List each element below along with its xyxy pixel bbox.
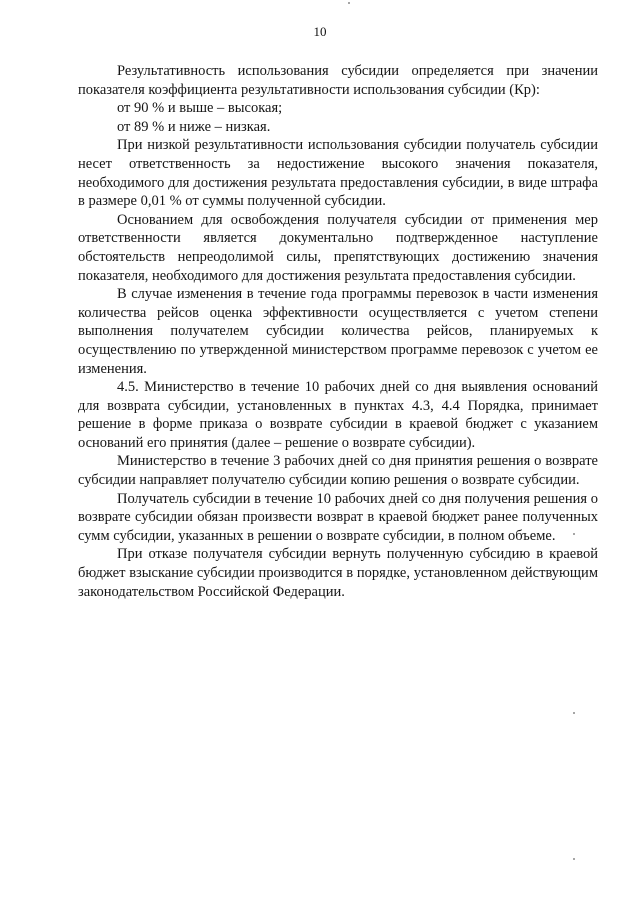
document-body <box>78 62 598 601</box>
paragraph-refusal-recovery: При отказе получателя субсидии вернуть полученную субсидию в краевой бюджет взыскание субсидии производится в порядке, установленном действующим законодательством Российской Федерации. <box>78 546 598 600</box>
paragraph-force-majeure: Основанием для освобождения получателя субсидии от применения мер ответственности является документально подтвержденное наступление обстоятельств непреодолимой силы, препятствующих достижению значения показателя, необходимого для достижения результата предоставления субсидии. <box>78 211 598 284</box>
list-item-high: от 90 % и выше – высокая; <box>117 100 283 117</box>
scan-speck <box>573 533 575 535</box>
paragraph-refund-obligation: Получатель субсидии в течение 10 рабочих дней со дня получения решения о возврате субсидии обязан произвести возврат в краевой бюджет ранее полученных сумм субсидии, указанных в решении о возврате субсидии, в полном объеме. <box>78 490 598 544</box>
scan-speck <box>573 858 575 860</box>
paragraph-decision-copy: Министерство в течение 3 рабочих дней со дня принятия решения о возврате субсидии направляет получателю субсидии копию решения о возврате субсидии. <box>78 453 598 489</box>
paragraph-program-change: В случае изменения в течение года программы перевозок в части изменения количества рейсов оценка эффективности осуществляется с учетом степени выполнения получателем субсидии количества рейсов, планируемых к осуществлению по утвержденной министерством программе перевозок с учетом ее изменения. <box>78 286 598 377</box>
list-item-low: от 89 % и ниже – низкая. <box>117 118 271 135</box>
scan-speck <box>348 2 350 4</box>
paragraph-effectiveness-definition: Результативность использования субсидии определяется при значении показателя коэффициента результативности использования субсидии (Кр): <box>78 63 598 98</box>
paragraph-low-effectiveness-penalty: При низкой результативности использования субсидии получатель субсидии несет ответственность за недостижение высокого значения показателя, необходимого для достижения результата предоставления субсидии, в виде штрафа в размере 0,01 % от суммы полученной субсидии. <box>78 137 598 210</box>
page-number: 10 <box>313 24 327 39</box>
scan-speck <box>573 712 575 714</box>
paragraph-clause-4-5: 4.5. Министерство в течение 10 рабочих дней со дня выявления оснований для возврата субсидии, установленных в пунктах 4.3, 4.4 Порядка, принимает решение в форме приказа о возврате субсидии в краевой бюджет с указанием оснований его принятия (далее – решение о возврате субсидии). <box>78 379 598 451</box>
